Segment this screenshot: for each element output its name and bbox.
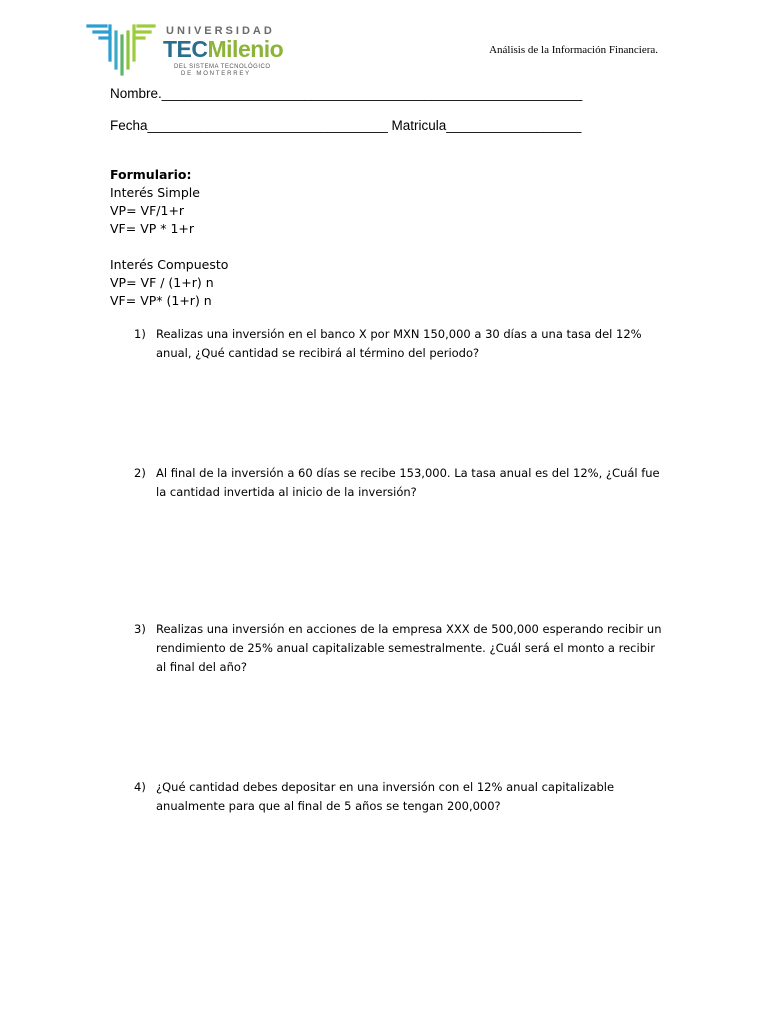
question-3 xyxy=(134,620,664,677)
question-text: ¿Qué cantidad debes depositar en una inversión con el 12% anual capitalizable anualmente para que al final de 5 años se tengan 200,000? xyxy=(156,780,615,813)
logo-tec-text: TEC xyxy=(163,36,208,62)
logo-milenio-text: Milenio xyxy=(207,36,284,62)
logo-subtitle-1: DEL SISTEMA TECNOLÓGICO xyxy=(174,64,271,70)
logo-name xyxy=(163,36,283,62)
question-number: 3) xyxy=(134,622,146,636)
question-number: 2) xyxy=(134,466,146,480)
compound-interest-title: Interés Compuesto xyxy=(110,257,229,272)
course-title: Análisis de la Información Financiera. xyxy=(489,44,658,56)
question-1 xyxy=(134,325,664,363)
compound-vp-formula: VP= VF / (1+r) n xyxy=(110,275,214,290)
fecha-matricula-field[interactable]: Fecha________________________________ Matricula__________________ xyxy=(110,118,582,133)
university-logo xyxy=(86,20,284,80)
logo-university-text: UNIVERSIDAD xyxy=(166,25,275,37)
simple-vf-formula: VF= VP * 1+r xyxy=(110,221,195,236)
tecmilenio-emblem-icon xyxy=(86,20,158,76)
question-number: 4) xyxy=(134,780,146,794)
question-text: Realizas una inversión en el banco X por MXN 150,000 a 30 días a una tasa del 12% anual, ¿Qué cantidad se recibirá al término del periodo? xyxy=(156,327,642,360)
simple-vp-formula: VP= VF/1+r xyxy=(110,203,185,218)
question-text: Al final de la inversión a 60 días se recibe 153,000. La tasa anual es del 12%, ¿Cuál fue la cantidad invertida al inicio de la inversión? xyxy=(156,466,660,499)
formulario-title: Formulario: xyxy=(110,167,192,182)
question-4 xyxy=(134,778,664,816)
question-2 xyxy=(134,464,664,502)
spacer xyxy=(110,238,228,256)
formulario-section xyxy=(110,166,228,310)
logo-subtitle-2: DE MONTERREY xyxy=(181,71,251,77)
nombre-field[interactable]: Nombre.________________________________________________________ xyxy=(110,86,583,101)
compound-vf-formula: VF= VP* (1+r) n xyxy=(110,293,212,308)
simple-interest-title: Interés Simple xyxy=(110,185,200,200)
question-text: Realizas una inversión en acciones de la empresa XXX de 500,000 esperando recibir un rendimiento de 25% anual capitalizable semestralmente. ¿Cuál será el monto a recibir al final del año? xyxy=(156,622,662,674)
question-number: 1) xyxy=(134,327,146,341)
